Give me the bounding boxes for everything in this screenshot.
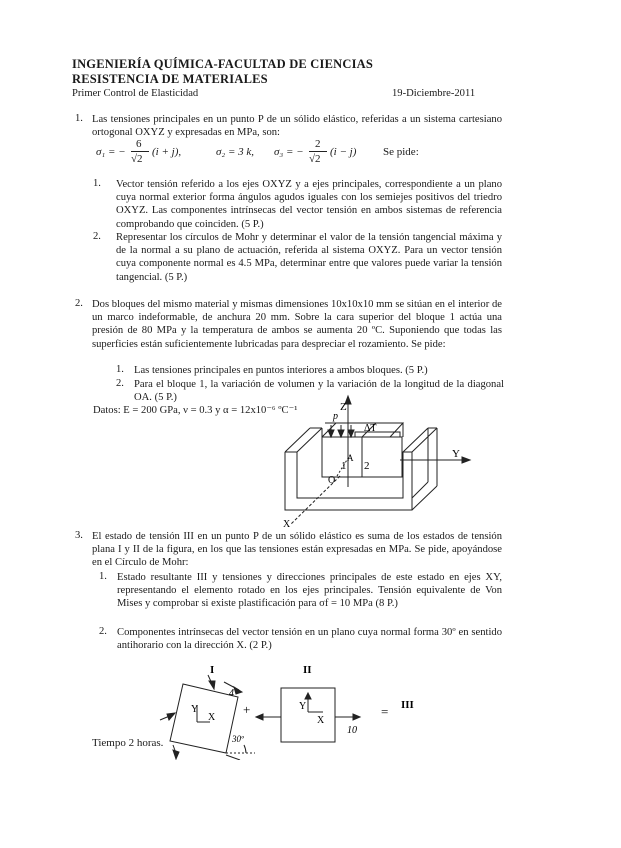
sigma3-denominator: √2 <box>309 153 321 165</box>
p1-item-1-text: Vector tensión referido a los ejes OXYZ y a ejes principales, correspondiente a un plano cuya normal exterior forma ángulos agudos iguales con los semiejes positivos del triedro OXYZ. Las componentes intrínsecas del vector tensión en ambos sistemas de referencia comprobando que coinciden. (5 P.) <box>116 179 502 230</box>
p3-item-2-text: Componentes intrínsecas del vector tensión en un plano cuya normal forma 30º en sentido antihorario con la dirección X. (2 P.) <box>117 627 502 652</box>
sigma1-lhs: σ₁ = − <box>96 146 126 158</box>
axis-y-label: Y <box>452 448 460 460</box>
frame-blocks-figure <box>260 392 480 532</box>
p3-item-1-number: 1. <box>99 571 107 582</box>
problem-2-number: 2. <box>75 298 83 309</box>
sigma3-numerator: 2 <box>315 138 321 150</box>
axis-x-label: X <box>283 519 291 530</box>
time-allowed: Tiempo 2 horas. <box>92 737 164 749</box>
p3-item-2-number: 2. <box>99 626 107 637</box>
plus-sign: + <box>243 702 251 717</box>
p2-item-2-text: Para el bloque 1, la variación de volumen y la variación de la longitud de la diagonal OA. (5 P.) <box>134 379 504 404</box>
p1-item-1-number: 1. <box>93 178 101 189</box>
sigma1-denominator: √2 <box>131 153 143 165</box>
p2-item-1-number: 1. <box>116 364 124 375</box>
se-pide: Se pide: <box>383 146 419 158</box>
state-i-label: I <box>210 664 215 676</box>
block-1-label: 1 <box>341 460 347 472</box>
state-ii-y-axis: Y <box>299 701 307 712</box>
exam-title: Primer Control de Elasticidad <box>72 88 199 99</box>
state-iii-label: III <box>401 699 414 711</box>
value-4-label: 4 <box>229 688 234 699</box>
value-10-label: 10 <box>347 725 357 736</box>
sigma2: σ₂ = 3 k, <box>216 146 255 158</box>
block-2-label: 2 <box>364 460 370 472</box>
point-a-label: A <box>347 453 354 463</box>
sigma3-lhs: σ₃ = − <box>274 146 304 158</box>
problem-1-intro: Las tensiones principales en un punto P de un sólido elástico, referidas a un sistema cartesiano ortogonal OXYZ y expresadas en MPa, son: <box>92 114 502 139</box>
sigma1-vector: (i + j), <box>152 146 182 158</box>
course-title: RESISTENCIA DE MATERIALES <box>72 72 268 86</box>
state-ii-label: II <box>303 664 312 676</box>
p1-item-2-text: Representar los círculos de Mohr y determinar el valor de la tensión tangencial máxima y de la normal a su plano de actuación, referida al sistema OXYZ. Para un vector tensión cuya componente normal es 4.5 MPa, determinar entre que valores puede variar la tensión tangencial. (5 P.) <box>116 232 502 283</box>
problem-3-text: El estado de tensión III en un punto P de un sólido elástico es suma de los estados de tensión plana I y II de la figura, en los que las tensiones están expresadas en MPa. Se pide, apoyándose en el Círculo de Mohr: <box>92 531 502 569</box>
institution-title: INGENIERÍA QUÍMICA-FACULTAD DE CIENCIAS <box>72 57 374 71</box>
equals-sign: = <box>381 704 389 719</box>
sigma1-numerator: 6 <box>136 138 142 150</box>
angle-30-label: 30º <box>232 734 244 744</box>
plane-stress-figure <box>150 660 420 760</box>
delta-t-label: ΔT <box>364 423 377 434</box>
p1-item-2-number: 2. <box>93 231 101 242</box>
point-o-label: O <box>328 475 336 486</box>
problem-2-text: Dos bloques del mismo material y mismas dimensiones 10x10x10 mm se sitúan en el interior de un marco indeformable, de anchura 20 mm. Sobre la cara superior del bloque 1 actúa una presión de 80 MPa y la temperatura de ambos se aumenta 20 ºC. Suponiendo que todas las superficies están suficientemente lubricadas para despreciar el rozamiento. Se pide: <box>92 299 502 350</box>
axis-z-label: Z <box>340 401 347 413</box>
problem-1-formula <box>96 136 476 176</box>
problem-1-number: 1. <box>75 113 83 124</box>
pressure-label: p <box>333 411 338 422</box>
p2-item-1-text: Las tensiones principales en puntos interiores a ambos bloques. (5 P.) <box>134 365 428 376</box>
state-ii-x-axis: X <box>317 715 325 726</box>
exam-date: 19-Diciembre-2011 <box>392 88 476 99</box>
problem-3-number: 3. <box>75 530 83 541</box>
p3-item-1-text: Estado resultante III y tensiones y direcciones principales de este estado en ejes XY, representando el elemento rotado en los ejes principales. Tensión equivalente de Von Mises y comprobar si existe plastificación para σf = 10 MPa (8 P.) <box>117 572 502 610</box>
p2-datos: Datos: E = 200 GPa, ν = 0.3 y α = 12x10⁻⁶ ºC⁻¹ <box>93 405 298 416</box>
sigma3-vector: (i − j) <box>330 146 357 158</box>
state-i-x-axis: X <box>208 712 216 723</box>
state-i-y-axis: Y <box>191 704 199 715</box>
p2-item-2-number: 2. <box>116 378 124 389</box>
